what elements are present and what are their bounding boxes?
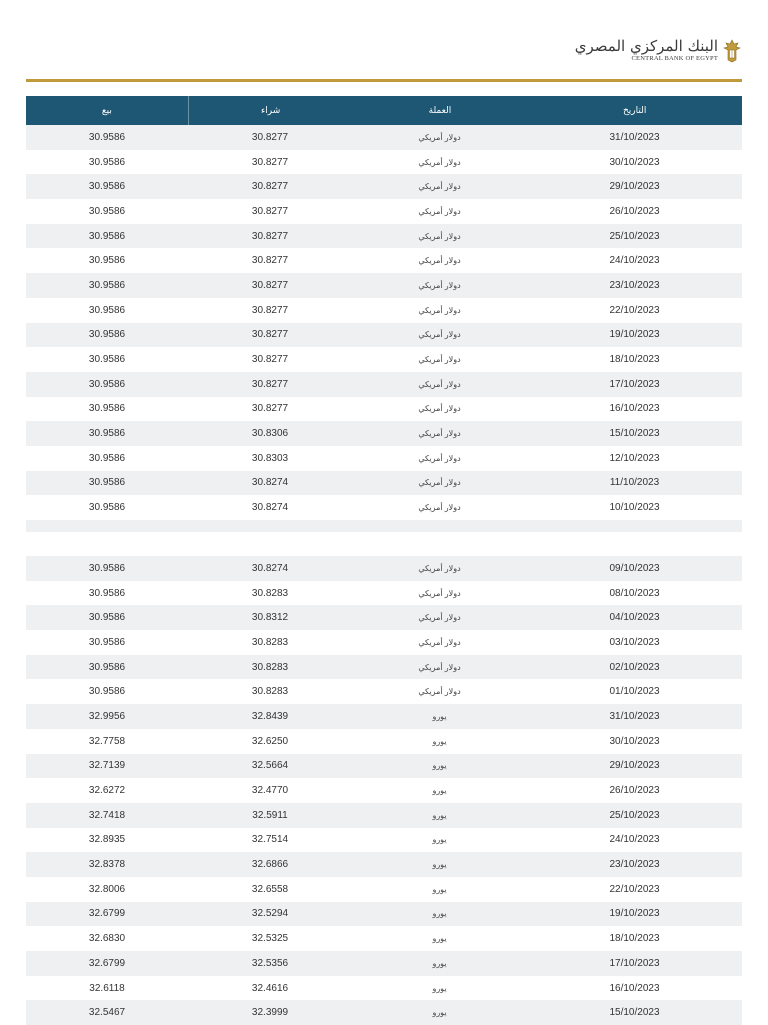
table-row[interactable] <box>26 852 742 877</box>
cell-buy: 32.5325 <box>251 933 289 945</box>
table-row[interactable] <box>26 495 742 520</box>
cell-date: 29/10/2023 <box>609 760 660 772</box>
cell-currency: دولار أمريكي <box>418 206 461 216</box>
cell-date: 30/10/2023 <box>609 735 660 747</box>
cell-buy: 30.8303 <box>251 452 289 464</box>
cell-currency: دولار أمريكي <box>418 355 461 365</box>
cell-currency: يورو <box>432 810 447 820</box>
cell-buy: 30.8312 <box>251 612 289 624</box>
table-body-group-2 <box>26 556 742 1025</box>
column-header-currency[interactable]: العملة <box>428 105 452 115</box>
table-row[interactable] <box>26 298 742 323</box>
cell-date: 26/10/2023 <box>609 205 660 217</box>
cell-date: 24/10/2023 <box>609 834 660 846</box>
table-row[interactable] <box>26 471 742 496</box>
cell-sell: 30.9586 <box>88 636 126 648</box>
cell-currency: دولار أمريكي <box>418 379 461 389</box>
cell-date: 23/10/2023 <box>609 279 660 291</box>
cell-buy: 32.5294 <box>251 908 289 920</box>
table-row[interactable] <box>26 778 742 803</box>
cell-buy: 30.8277 <box>251 230 289 242</box>
cell-currency: دولار أمريكي <box>418 404 461 414</box>
logo-english-text: CENTRAL BANK OF EGYPT <box>631 55 718 63</box>
cell-buy: 30.8277 <box>251 255 289 267</box>
cell-date: 12/10/2023 <box>609 452 660 464</box>
cell-currency: دولار أمريكي <box>418 662 461 672</box>
cell-buy: 32.6250 <box>251 735 289 747</box>
cell-currency: يورو <box>432 1008 447 1018</box>
table-row[interactable] <box>26 347 742 372</box>
cell-date: 18/10/2023 <box>609 933 660 945</box>
cell-sell: 30.9586 <box>88 181 126 193</box>
cell-sell: 30.9586 <box>88 428 126 440</box>
cell-currency: دولار أمريكي <box>418 132 461 142</box>
cell-buy: 30.8274 <box>251 477 289 489</box>
cell-date: 15/10/2023 <box>609 1007 660 1019</box>
cell-date: 02/10/2023 <box>609 661 660 673</box>
cell-sell: 30.9586 <box>88 279 126 291</box>
table-row[interactable] <box>26 655 742 680</box>
cell-sell: 32.6799 <box>88 908 126 920</box>
cell-buy: 30.8277 <box>251 304 289 316</box>
cell-buy: 30.8277 <box>251 329 289 341</box>
table-row[interactable] <box>26 1000 742 1025</box>
cell-currency: يورو <box>432 860 447 870</box>
cell-date: 16/10/2023 <box>609 403 660 415</box>
logo-wordmark <box>575 39 718 63</box>
table-row[interactable] <box>26 926 742 951</box>
eagle-emblem-icon <box>722 38 742 64</box>
cell-sell: 30.9586 <box>88 661 126 673</box>
cell-date: 19/10/2023 <box>609 908 660 920</box>
cell-sell: 30.9586 <box>88 686 126 698</box>
cell-date: 31/10/2023 <box>609 710 660 722</box>
cell-sell: 30.9586 <box>88 156 126 168</box>
table-row[interactable] <box>26 174 742 199</box>
cell-currency: يورو <box>432 909 447 919</box>
cell-sell: 30.9586 <box>88 304 126 316</box>
cell-buy: 32.6558 <box>251 883 289 895</box>
cell-date: 17/10/2023 <box>609 957 660 969</box>
cell-buy: 30.8277 <box>251 131 289 143</box>
cell-buy: 30.8274 <box>251 502 289 514</box>
cbe-logo <box>575 38 742 64</box>
table-spacer-row <box>26 520 742 532</box>
cell-sell: 30.9586 <box>88 378 126 390</box>
cell-buy: 30.8274 <box>251 562 289 574</box>
cell-date: 24/10/2023 <box>609 255 660 267</box>
cell-buy: 30.8277 <box>251 354 289 366</box>
cell-date: 31/10/2023 <box>609 131 660 143</box>
table-row[interactable] <box>26 605 742 630</box>
table-page-break <box>26 532 742 556</box>
cell-currency: دولار أمريكي <box>418 503 461 513</box>
cell-sell: 32.9956 <box>88 710 126 722</box>
cell-buy: 30.8283 <box>251 686 289 698</box>
table-header <box>26 96 742 125</box>
table-row[interactable] <box>26 446 742 471</box>
cell-sell: 30.9586 <box>88 131 126 143</box>
cell-currency: دولار أمريكي <box>418 687 461 697</box>
cell-buy: 32.8439 <box>251 710 289 722</box>
table-row[interactable] <box>26 581 742 606</box>
cell-buy: 32.7514 <box>251 834 289 846</box>
cell-sell: 32.6118 <box>89 982 125 994</box>
table-row[interactable] <box>26 273 742 298</box>
cell-buy: 30.8283 <box>251 636 289 648</box>
cell-buy: 30.8277 <box>251 156 289 168</box>
table-row[interactable] <box>26 323 742 348</box>
cell-currency: دولار أمريكي <box>418 478 461 488</box>
cell-currency: دولار أمريكي <box>418 280 461 290</box>
cell-sell: 30.9586 <box>88 354 126 366</box>
table-row[interactable] <box>26 902 742 927</box>
table-row[interactable] <box>26 125 742 150</box>
cell-date: 08/10/2023 <box>609 587 660 599</box>
table-row[interactable] <box>26 729 742 754</box>
cell-buy: 30.8277 <box>251 205 289 217</box>
cell-sell: 30.9586 <box>88 403 126 415</box>
cell-currency: يورو <box>432 958 447 968</box>
cell-currency: دولار أمريكي <box>418 330 461 340</box>
cell-date: 26/10/2023 <box>609 785 660 797</box>
cell-date: 18/10/2023 <box>609 354 660 366</box>
cell-currency: يورو <box>432 761 447 771</box>
table-row[interactable] <box>26 803 742 828</box>
cell-currency: يورو <box>432 934 447 944</box>
cell-currency: دولار أمريكي <box>418 231 461 241</box>
cell-currency: دولار أمريكي <box>418 305 461 315</box>
table-row[interactable] <box>26 397 742 422</box>
cell-currency: دولار أمريكي <box>418 429 461 439</box>
cell-sell: 30.9586 <box>88 255 126 267</box>
cell-currency: يورو <box>432 786 447 796</box>
cell-date: 01/10/2023 <box>609 686 660 698</box>
cell-sell: 30.9586 <box>88 452 126 464</box>
cell-date: 09/10/2023 <box>609 562 660 574</box>
cell-currency: دولار أمريكي <box>418 588 461 598</box>
table-body-group-1 <box>26 125 742 520</box>
cell-buy: 32.4616 <box>251 982 289 994</box>
logo-arabic-text: البنك المركزي المصري <box>574 37 718 56</box>
cell-currency: دولار أمريكي <box>418 563 461 573</box>
cell-sell: 30.9586 <box>88 477 126 489</box>
cell-date: 23/10/2023 <box>609 859 660 871</box>
cell-sell: 32.8378 <box>88 859 126 871</box>
cell-sell: 32.6799 <box>88 957 126 969</box>
cell-date: 04/10/2023 <box>609 612 660 624</box>
table-row[interactable] <box>26 877 742 902</box>
cell-currency: دولار أمريكي <box>418 453 461 463</box>
cell-date: 22/10/2023 <box>609 304 660 316</box>
table-row[interactable] <box>26 421 742 446</box>
cell-date: 29/10/2023 <box>609 181 660 193</box>
column-header-buy[interactable]: شراء <box>261 105 281 115</box>
table-row[interactable] <box>26 754 742 779</box>
cell-sell: 32.8935 <box>88 834 126 846</box>
table-row[interactable] <box>26 248 742 273</box>
cell-sell: 32.6272 <box>88 785 126 797</box>
table-row[interactable] <box>26 704 742 729</box>
cell-date: 03/10/2023 <box>609 636 660 648</box>
cell-date: 10/10/2023 <box>609 502 660 514</box>
cell-sell: 30.9586 <box>88 612 126 624</box>
column-header-date[interactable]: التاريخ <box>622 105 647 115</box>
cell-sell: 32.8006 <box>88 883 126 895</box>
cell-currency: يورو <box>432 736 447 746</box>
cell-buy: 32.5664 <box>251 760 289 772</box>
table-row[interactable] <box>26 556 742 581</box>
cell-buy: 30.8277 <box>251 403 289 415</box>
cell-buy: 30.8283 <box>251 661 289 673</box>
table-row[interactable] <box>26 630 742 655</box>
table-row[interactable] <box>26 150 742 175</box>
cell-sell: 30.9586 <box>88 230 126 242</box>
cell-currency: يورو <box>432 711 447 721</box>
cell-buy: 32.3999 <box>251 1007 289 1019</box>
cell-date: 30/10/2023 <box>609 156 660 168</box>
cell-buy: 30.8277 <box>251 181 289 193</box>
page-header <box>0 0 768 82</box>
cell-date: 15/10/2023 <box>609 428 660 440</box>
cell-currency: دولار أمريكي <box>418 637 461 647</box>
cell-currency: دولار أمريكي <box>418 182 461 192</box>
cell-buy: 30.8283 <box>251 587 289 599</box>
cell-sell: 30.9586 <box>88 329 126 341</box>
cell-date: 25/10/2023 <box>609 809 660 821</box>
cell-currency: يورو <box>432 884 447 894</box>
cell-sell: 32.6830 <box>88 933 126 945</box>
cell-buy: 30.8277 <box>251 378 289 390</box>
cell-sell: 32.7758 <box>88 735 126 747</box>
cell-currency: يورو <box>432 835 447 845</box>
cell-buy: 30.8277 <box>251 279 289 291</box>
header-divider <box>26 79 742 82</box>
cell-buy: 32.5356 <box>251 957 289 969</box>
table-row[interactable] <box>26 976 742 1001</box>
cell-date: 11/10/2023 <box>609 477 660 489</box>
table-row[interactable] <box>26 199 742 224</box>
cell-currency: دولار أمريكي <box>418 256 461 266</box>
table-row[interactable] <box>26 951 742 976</box>
cell-date: 17/10/2023 <box>609 378 660 390</box>
column-header-sell[interactable]: بيع <box>26 96 189 125</box>
cell-sell: 30.9586 <box>88 562 126 574</box>
table-row[interactable] <box>26 224 742 249</box>
exchange-rates-table <box>26 96 742 1025</box>
cell-sell: 32.5467 <box>88 1007 126 1019</box>
cell-sell: 32.7139 <box>88 760 126 772</box>
cell-date: 16/10/2023 <box>609 982 660 994</box>
cell-sell: 30.9586 <box>88 502 126 514</box>
cell-buy: 32.4770 <box>251 785 289 797</box>
cell-buy: 32.5911 <box>252 809 288 821</box>
cell-date: 25/10/2023 <box>609 230 660 242</box>
cell-sell: 30.9586 <box>88 587 126 599</box>
cell-currency: يورو <box>432 983 447 993</box>
cell-sell: 30.9586 <box>88 205 126 217</box>
cell-date: 19/10/2023 <box>609 329 660 341</box>
cell-currency: دولار أمريكي <box>418 157 461 167</box>
cell-sell: 32.7418 <box>88 809 126 821</box>
table-row[interactable] <box>26 372 742 397</box>
cell-date: 22/10/2023 <box>609 883 660 895</box>
cell-buy: 32.6866 <box>251 859 289 871</box>
cell-currency: دولار أمريكي <box>418 613 461 623</box>
table-row[interactable] <box>26 679 742 704</box>
cell-buy: 30.8306 <box>251 428 289 440</box>
table-row[interactable] <box>26 828 742 853</box>
